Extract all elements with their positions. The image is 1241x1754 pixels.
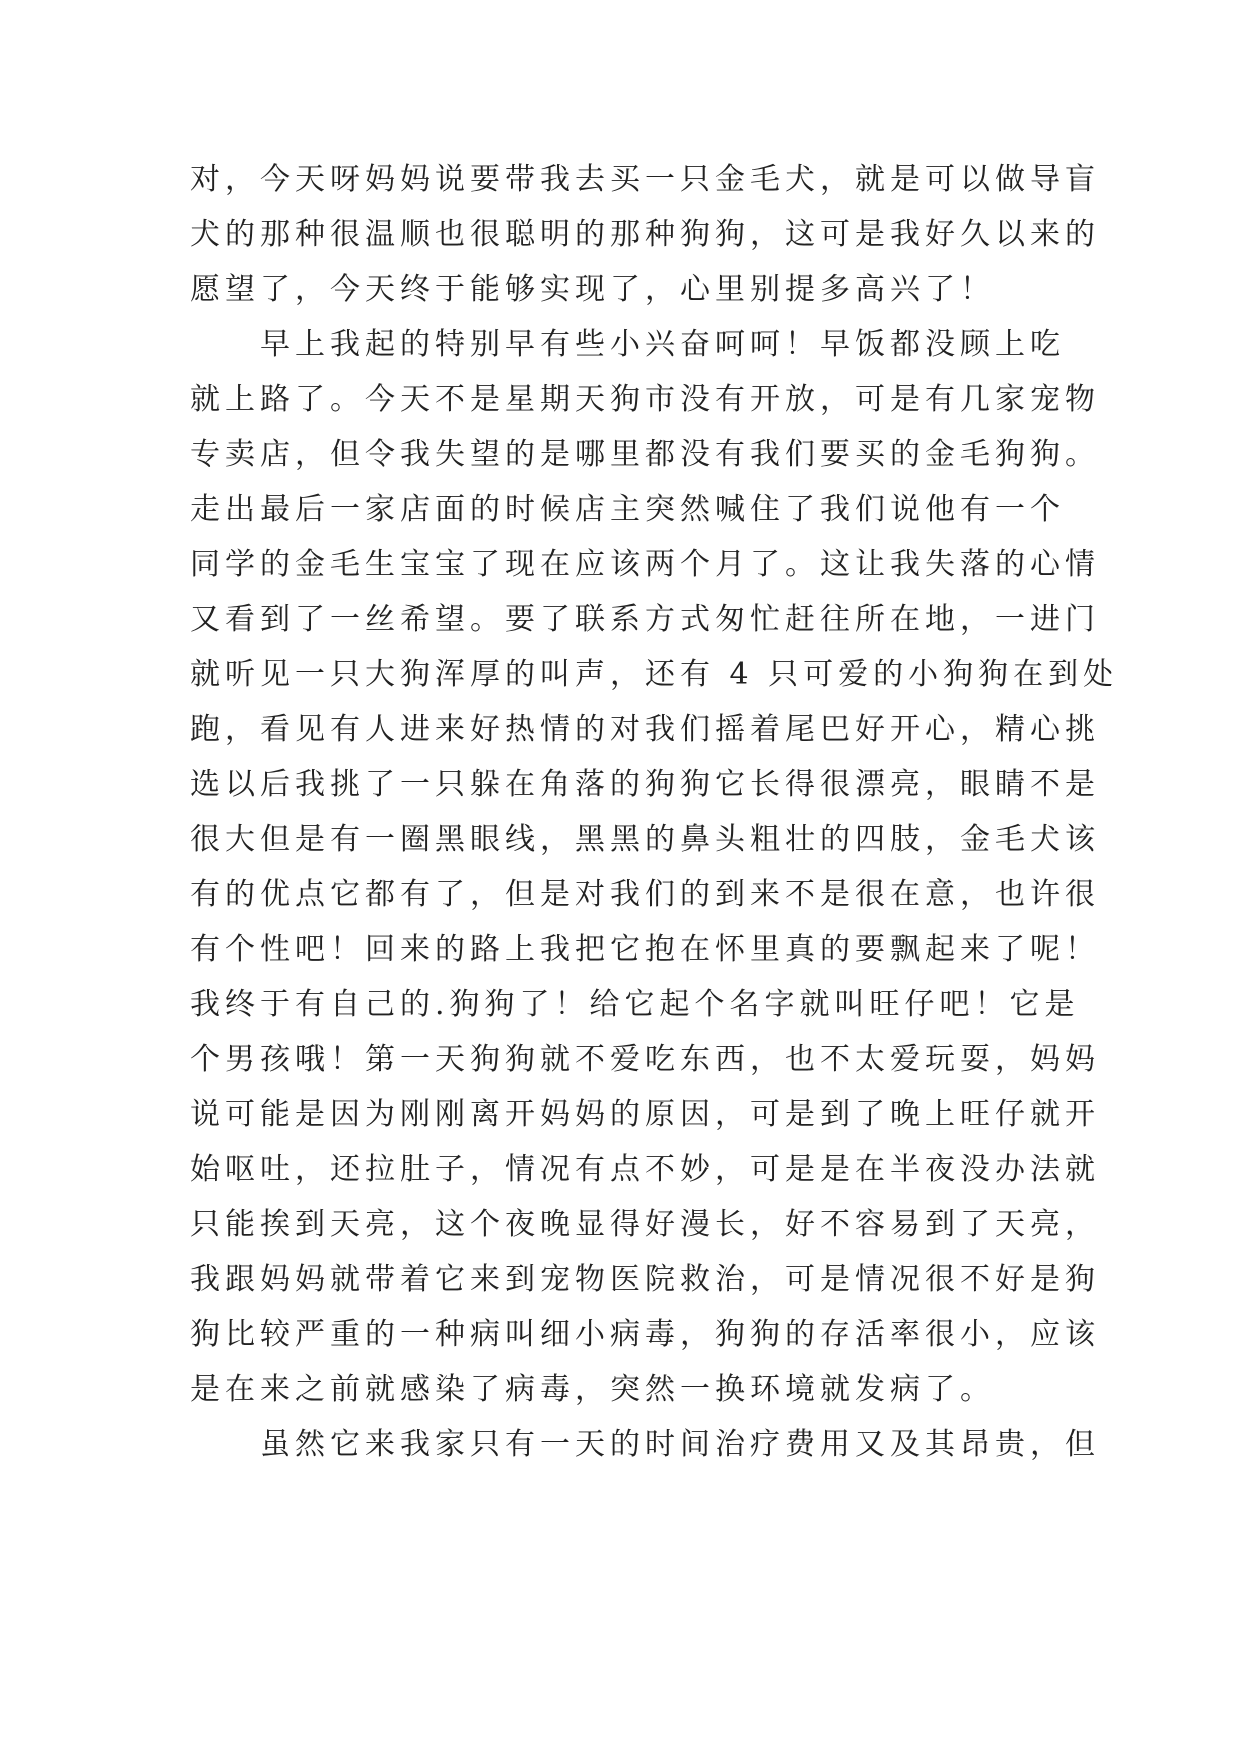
text-line: 就听见一只大狗浑厚的叫声，还有 4 只可爱的小狗狗在到处: [190, 657, 1119, 692]
text-line: 同学的金毛生宝宝了现在应该两个月了。这让我失落的心情: [190, 547, 1100, 582]
text-line: 跑，看见有人进来好热情的对我们摇着尾巴好开心，精心挑: [190, 712, 1100, 747]
text-line: 对，今天呀妈妈说要带我去买一只金毛犬，就是可以做导盲: [190, 162, 1100, 197]
text-line: 就上路了。今天不是星期天狗市没有开放，可是有几家宠物: [190, 382, 1100, 417]
text-line: 早上我起的特别早有些小兴奋呵呵！早饭都没顾上吃: [190, 327, 1065, 362]
text-line: 是在来之前就感染了病毒，突然一换环境就发病了。: [190, 1372, 995, 1407]
text-line: 我终于有自己的.狗狗了！给它起个名字就叫旺仔吧！它是: [190, 987, 1080, 1022]
text-line: 选以后我挑了一只躲在角落的狗狗它长得很漂亮，眼睛不是: [190, 767, 1100, 802]
text-line: 愿望了，今天终于能够实现了，心里别提多高兴了！: [190, 272, 995, 307]
text-line: 我跟妈妈就带着它来到宠物医院救治，可是情况很不好是狗: [190, 1262, 1100, 1297]
text-line: 犬的那种很温顺也很聪明的那种狗狗，这可是我好久以来的: [190, 217, 1100, 252]
body-text: [190, 152, 1119, 1472]
text-line: 个男孩哦！第一天狗狗就不爱吃东西，也不太爱玩耍，妈妈: [190, 1042, 1100, 1077]
text-line: 专卖店，但令我失望的是哪里都没有我们要买的金毛狗狗。: [190, 437, 1100, 472]
text-line: 有的优点它都有了，但是对我们的到来不是很在意，也许很: [190, 877, 1100, 912]
text-line: 又看到了一丝希望。要了联系方式匆忙赶往所在地，一进门: [190, 602, 1100, 637]
text-line: 始呕吐，还拉肚子，情况有点不妙，可是是在半夜没办法就: [190, 1152, 1100, 1187]
text-line: 虽然它来我家只有一天的时间治疗费用又及其昂贵，但: [190, 1427, 1100, 1462]
text-line: 只能挨到天亮，这个夜晚显得好漫长，好不容易到了天亮，: [190, 1207, 1100, 1242]
text-line: 很大但是有一圈黑眼线，黑黑的鼻头粗壮的四肢，金毛犬该: [190, 822, 1100, 857]
text-line: 说可能是因为刚刚离开妈妈的原因，可是到了晚上旺仔就开: [190, 1097, 1100, 1132]
text-line: 有个性吧！回来的路上我把它抱在怀里真的要飘起来了呢！: [190, 932, 1100, 967]
text-line: 狗比较严重的一种病叫细小病毒，狗狗的存活率很小，应该: [190, 1317, 1100, 1352]
text-line: 走出最后一家店面的时候店主突然喊住了我们说他有一个: [190, 492, 1065, 527]
